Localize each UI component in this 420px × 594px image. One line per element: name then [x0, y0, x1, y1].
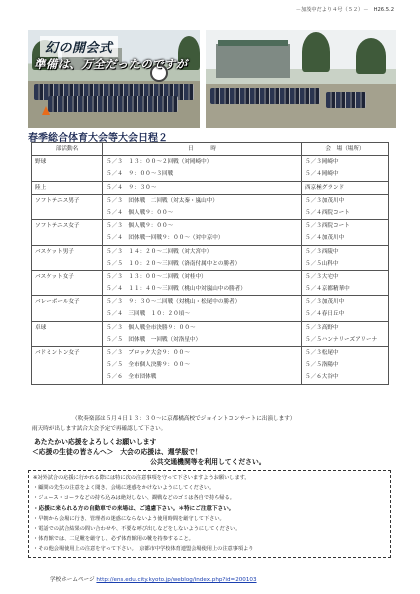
- datetime-cell: [103, 156, 302, 181]
- datetime-line: ５／６ 全市団体戦: [106, 374, 157, 381]
- club-name-cell: ソフトテニス女子: [32, 220, 103, 245]
- datetime-line: ５／４ 三回戦 １０：２０頃～: [106, 311, 190, 318]
- venue-line: ５／５洛陽中: [305, 362, 339, 369]
- datetime-line: ５／５ １０：２０～三回戦（洛南付属中との勝者）: [106, 260, 241, 267]
- band-concert-note: （吹奏楽部は５月４日１３：３０～に京都橘高校でジョイントコンサートに出演します）: [72, 416, 296, 422]
- datetime-cell: [103, 347, 302, 385]
- venue-line: ５／４春日丘中: [305, 311, 345, 318]
- venue-cell: [302, 156, 389, 181]
- venue-line: ５／４西院コート: [305, 209, 350, 216]
- rule-line: ※対外試合の応援に行かれる際には特に次の注意事項を守って下さいますようお願いします。: [33, 475, 250, 481]
- datetime-line: ５／５ 団体戦 一回戦（対洛星中）: [106, 336, 202, 343]
- club-name-cell: 陸上: [32, 181, 103, 194]
- table-row: [32, 245, 389, 270]
- schedule-table: [31, 142, 389, 385]
- table-row: [32, 220, 389, 245]
- photo-title-text: 幻の開会式: [45, 41, 113, 56]
- venue-cell: [302, 270, 389, 295]
- col-header-club: 部活動名: [32, 143, 103, 156]
- photo-title: [40, 36, 118, 57]
- table-row: [32, 296, 389, 321]
- venue-cell: [302, 245, 389, 270]
- datetime-cell: [103, 321, 302, 346]
- col-header-venue: 会 場（場所）: [302, 143, 389, 156]
- datetime-line: ５／５ 全市個人決勝９：００～: [106, 362, 190, 369]
- rule-line: ・顧問の先生の注意をよく聞き、会場に迷惑をかけないようにしてください。: [33, 485, 215, 492]
- support-request: あたたかい応援をよろしくお願いします: [34, 438, 157, 446]
- datetime-line: ５／３ ９：３０～二回戦（対桃山・松尾中の勝者）: [106, 299, 241, 306]
- rule-line: ・その他会場使用上の注意を守って下さい。 京都市中学校体育連盟会場使用上の注意事項より: [33, 546, 254, 553]
- datetime-line: ５／４ 個人戦９：００～: [106, 209, 174, 216]
- venue-cell: [302, 321, 389, 346]
- table-row: [32, 156, 389, 181]
- venue-line: ５／３高野中: [305, 324, 339, 331]
- newsletter-header: －加茂中だより４号（５２）－ H26.5.2: [295, 7, 394, 13]
- table-row: [32, 347, 389, 385]
- club-name-cell: バスケット男子: [32, 245, 103, 270]
- datetime-line: ５／４ ９：００～３回戦: [106, 171, 174, 178]
- venue-cell: [302, 220, 389, 245]
- datetime-line: ５／３ ブロック大会９：００～: [106, 350, 190, 357]
- opening-ceremony-photo-right: [206, 30, 396, 128]
- venue-line: ５／４京都精華中: [305, 286, 350, 293]
- table-header-row: [32, 143, 389, 156]
- venue-cell: [302, 194, 389, 219]
- rain-note: 雨天時が出します試合大会予定で再確認して下さい。: [32, 426, 167, 432]
- table-row: [32, 270, 389, 295]
- venue-line: ５／３加茂川中: [305, 197, 345, 204]
- venue-line: ５／４加茂川中: [305, 235, 345, 242]
- datetime-line: ５／４ １１：４０～三回戦（桃山中対嵐山中の勝者）: [106, 286, 246, 293]
- venue-line: ５／３加茂川中: [305, 299, 345, 306]
- datetime-cell: [103, 220, 302, 245]
- col-header-datetime: 日 時: [103, 143, 302, 156]
- rule-line: ・ジュース・コーラなどの持ち込みは絶対しない、観戦などのゴミは各自で持ち帰る。: [33, 495, 235, 502]
- datetime-line: ５／３ 個人戦全市決勝９：００～: [106, 324, 196, 331]
- datetime-line: ５／４ ９：３０～: [106, 184, 157, 191]
- datetime-cell: [103, 245, 302, 270]
- section-heading: 春季総合体育大会等大会日程２: [28, 133, 168, 144]
- photo-subtitle: 準備は、万全だったのですが: [34, 57, 188, 71]
- club-name-cell: 卓球: [32, 321, 103, 346]
- table-row: [32, 181, 389, 194]
- club-name-cell: バドミントン女子: [32, 347, 103, 385]
- venue-cell: [302, 347, 389, 385]
- table-row: [32, 321, 389, 346]
- rule-line: ・体育館では、二足靴を厳守し、必ず体育館用の靴を持参すること。: [33, 536, 194, 543]
- transport-notice: 公共交通機関等を利用してください。: [150, 458, 266, 466]
- venue-line: ５／３西陵中: [305, 248, 339, 255]
- venue-line: ５／３西院コート: [305, 223, 350, 230]
- club-name-cell: バレーボール女子: [32, 296, 103, 321]
- rules-box: [28, 470, 391, 558]
- footer: [50, 575, 257, 583]
- club-name-cell: 野球: [32, 156, 103, 181]
- venue-line: ５／５ハンナリーズアリーナ: [305, 336, 378, 343]
- datetime-cell: [103, 296, 302, 321]
- venue-line: ５／３大宅中: [305, 273, 339, 280]
- rule-line: ・早朝から会場に行き、管理者の迷惑にならないよう使用時間を厳守して下さい。: [33, 515, 225, 522]
- datetime-line: ５／３ １３：００～二回戦（対桂中）: [106, 273, 207, 280]
- rule-line: ・電話での試合結果の問い合わせや、不要な呼び出しなどをしないようにしてください。: [33, 526, 241, 533]
- rule-line-emphasis: ・応援に来られる方の自動車での来場は、ご遠慮下さい。＊特にご注意下さい。: [33, 505, 235, 512]
- venue-line: ５／３松尾中: [305, 350, 339, 357]
- venue-line: ５／４岡崎中: [305, 171, 339, 178]
- datetime-line: ５／３ 個人戦９：００～: [106, 223, 174, 230]
- homepage-link[interactable]: http://ens.edu.city.kyoto.jp/weblog/index.php?id=200103: [96, 577, 257, 583]
- venue-cell: [302, 296, 389, 321]
- datetime-cell: [103, 194, 302, 219]
- venue-cell: [302, 181, 389, 194]
- club-name-cell: ソフトテニス男子: [32, 194, 103, 219]
- venue-line: ５／３岡崎中: [305, 159, 339, 166]
- table-row: [32, 194, 389, 219]
- club-name-cell: バスケット女子: [32, 270, 103, 295]
- venue-line: ５／６大谷中: [305, 374, 339, 381]
- venue-line: 西京極グランド: [305, 184, 345, 191]
- datetime-cell: [103, 181, 302, 194]
- datetime-line: ５／３ 団体戦 二回戦（対太秦・嵐山中）: [106, 197, 218, 204]
- students-notice: ＜応援の生徒の皆さんへ＞ 大会の応援は、週学服で！: [32, 448, 202, 456]
- datetime-line: ５／３ １４：２０～二回戦（対大宮中）: [106, 248, 213, 255]
- venue-line: ５／５山科中: [305, 260, 339, 267]
- datetime-cell: [103, 270, 302, 295]
- datetime-line: ５／３ １３：００～２回戦（対岡崎中）: [106, 159, 213, 166]
- footer-label: 学校ホームページ: [50, 577, 95, 583]
- datetime-line: ５／４ 団体戦一回戦９：００～（対中京中）: [106, 235, 224, 242]
